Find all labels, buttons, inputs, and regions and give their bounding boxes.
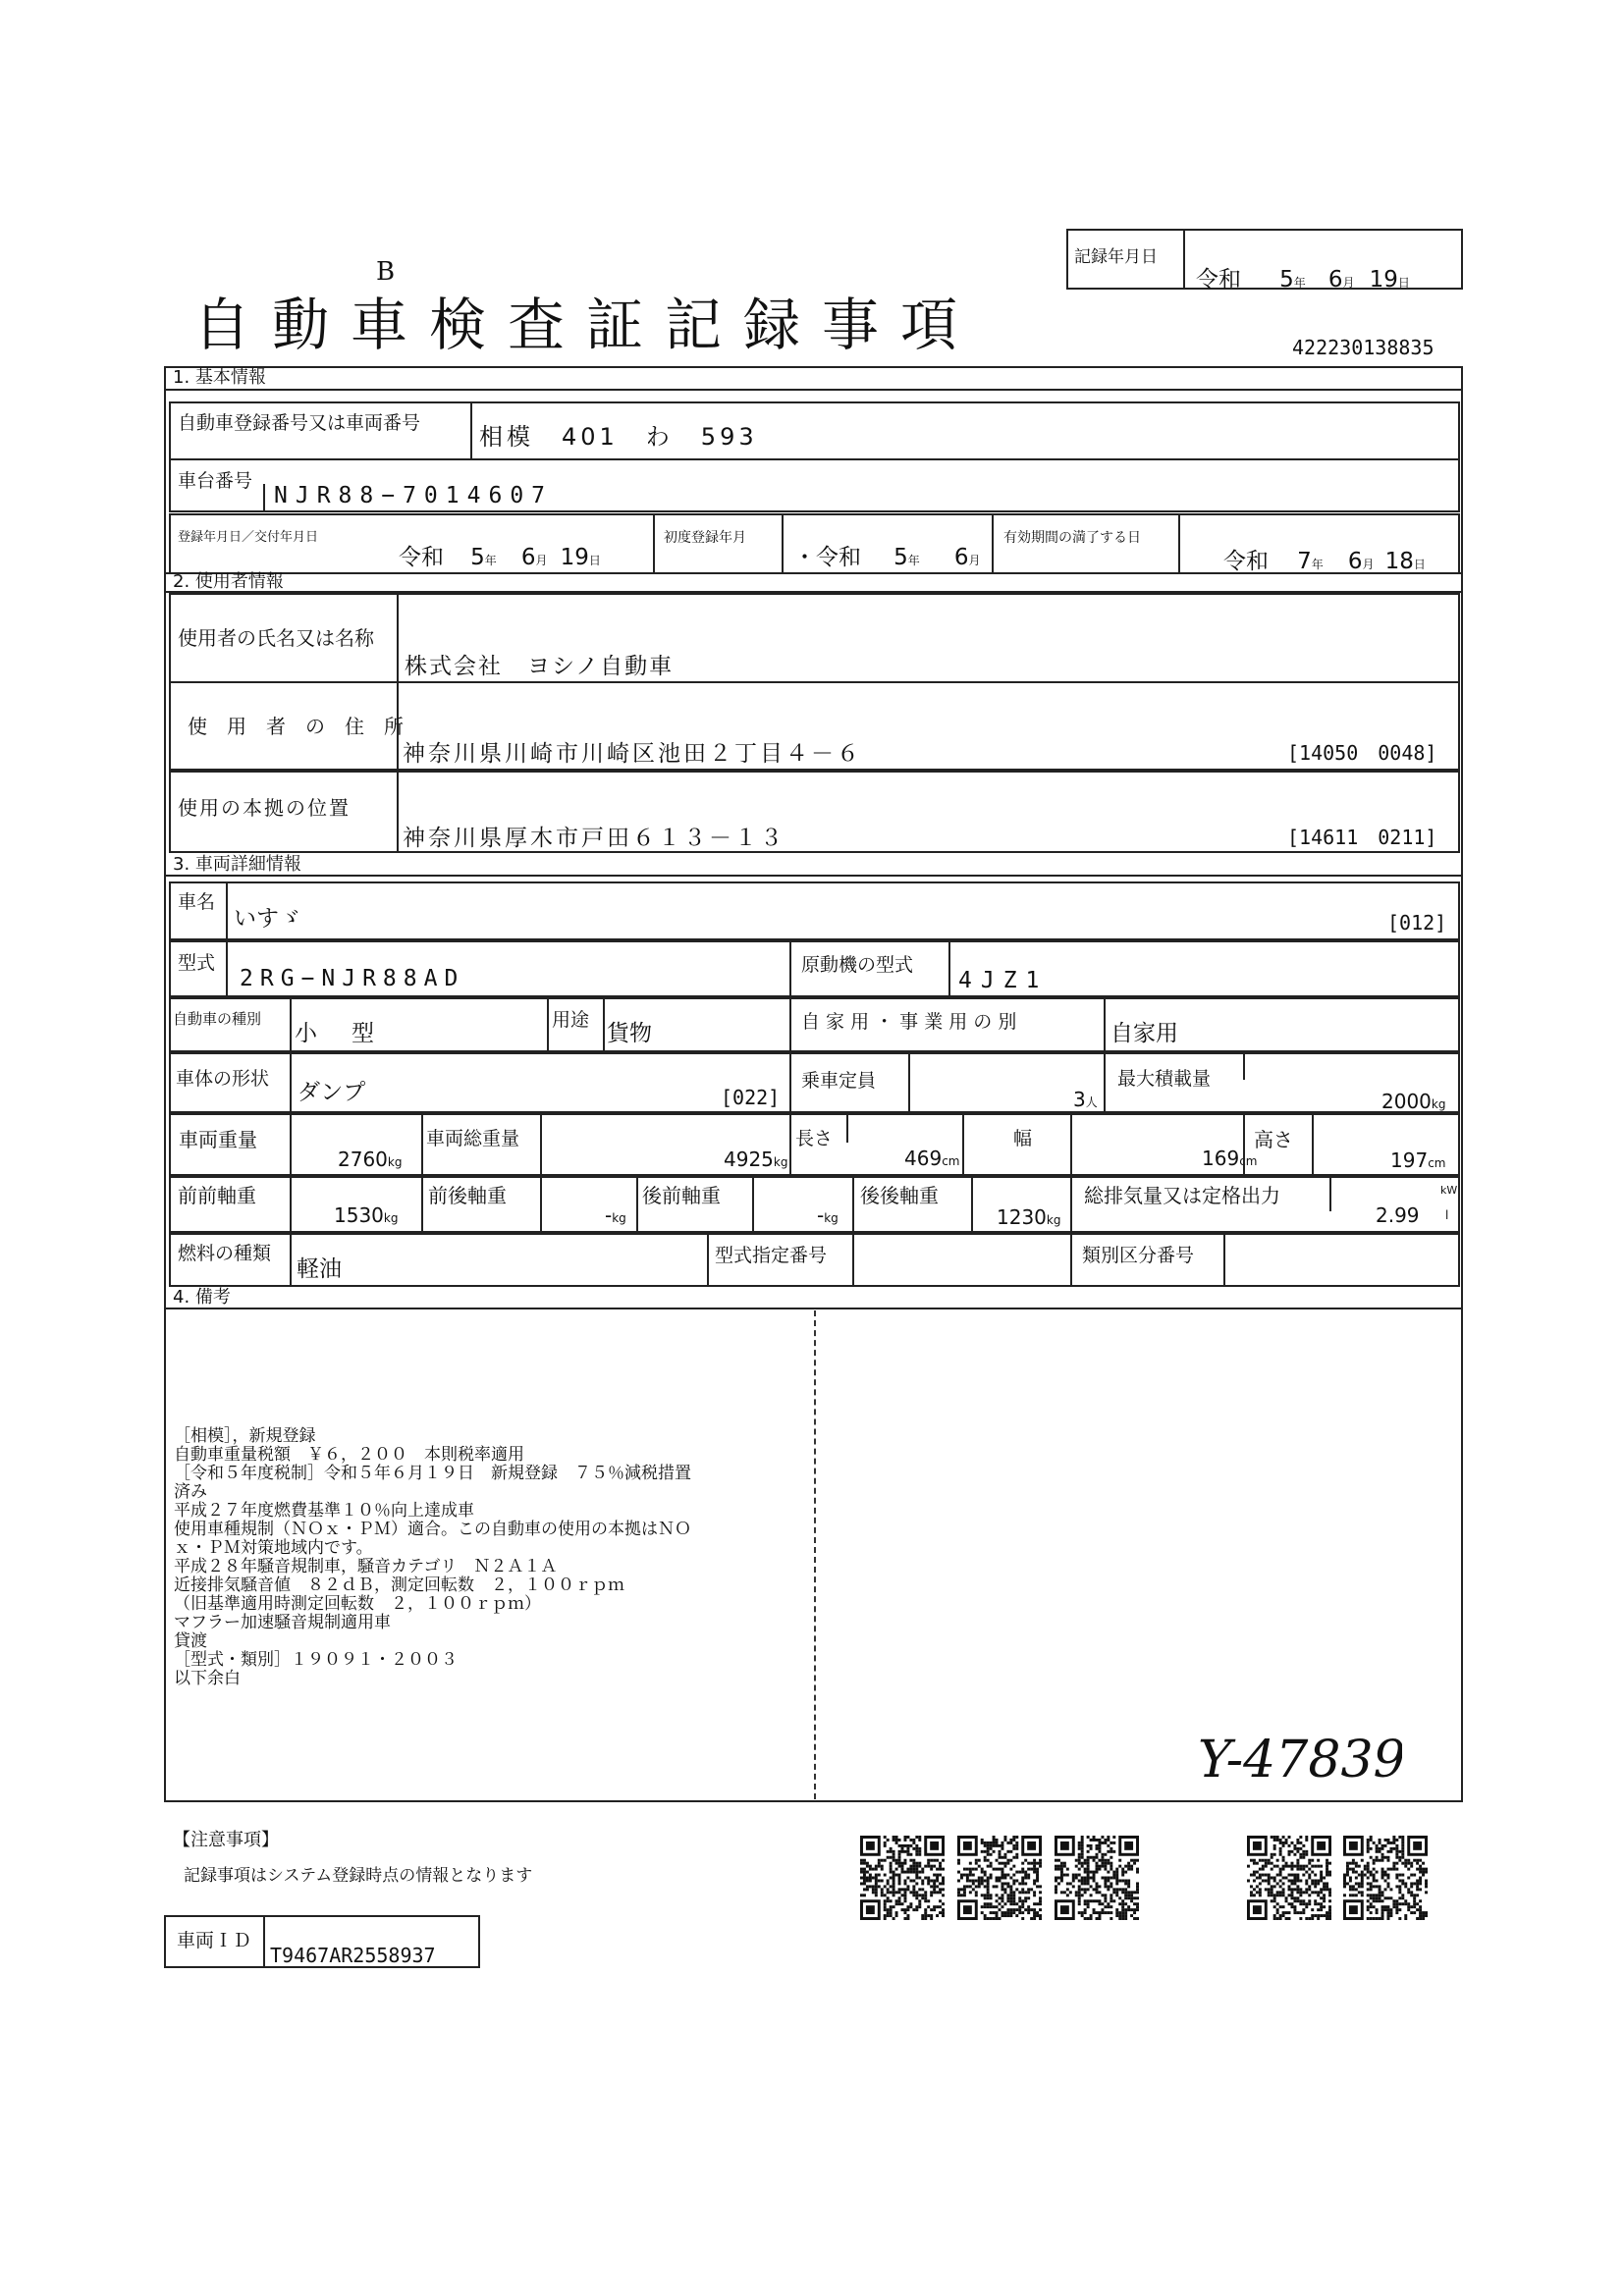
maker-value: いすゞ	[234, 906, 301, 932]
first-reg-label: 初度登録年月	[664, 530, 746, 546]
remarks-line: 貸渡	[174, 1631, 207, 1651]
weight-value: 2760kg	[338, 1148, 403, 1171]
use-value: 貨物	[607, 1021, 652, 1046]
kind-label: 自動車の種別	[173, 1010, 262, 1028]
remarks-line: マフラー加速騒音規制適用車	[174, 1613, 391, 1632]
capacity-value: 3人	[1073, 1088, 1098, 1111]
maxload-value: 2000kg	[1381, 1090, 1446, 1113]
form-mark: B	[376, 257, 396, 287]
height-label: 高さ	[1254, 1128, 1293, 1151]
remarks-line: ｘ・ＰＭ対策地域内です。	[174, 1538, 373, 1558]
ff-axle-value: 1530kg	[334, 1203, 399, 1227]
length-value: 469cm	[904, 1147, 960, 1170]
gross-weight-label: 車両総重量	[426, 1128, 520, 1149]
qr-code-icon	[1055, 1836, 1139, 1920]
expiry-value: 令和 7年 6月 18日	[1223, 549, 1426, 574]
notice-title: 【注意事項】	[173, 1830, 279, 1850]
class-number-label: 類別区分番号	[1082, 1245, 1195, 1266]
remarks-line: 平成２８年騒音規制車，騒音カテゴリ Ｎ２Ａ１Ａ	[174, 1557, 558, 1576]
displacement-unit-l: l	[1445, 1208, 1449, 1222]
model-label: 型式	[178, 952, 216, 974]
rf-axle-value: -kg	[817, 1203, 839, 1227]
qr-code-icon	[957, 1836, 1042, 1920]
section-user-title: 2. 使用者情報	[173, 571, 284, 592]
remarks-line: 以下余白	[174, 1669, 241, 1688]
remarks-line: ［型式・類別］１９０９１・２００３	[174, 1650, 458, 1670]
user-name-value: 株式会社 ヨシノ自動車	[405, 654, 675, 679]
use-label: 用途	[552, 1009, 590, 1031]
page-title: 自動車検査証記録事項	[193, 292, 980, 358]
purpose-label: 自 家 用 ・ 事 業 用 の 別	[801, 1011, 1017, 1033]
remarks-line: ［令和５年度税制］令和５年６月１９日 新規登録 ７５％減税措置	[174, 1464, 691, 1483]
remarks-line: 近接排気騒音値 ８２ｄＢ，測定回転数 ２，１００ｒｐｍ	[174, 1575, 624, 1595]
remarks-text	[174, 1427, 691, 1688]
remarks-line: 自動車重量税額 ￥６，２００ 本則税率適用	[174, 1445, 524, 1465]
fr-axle-label: 前後軸重	[428, 1184, 507, 1207]
displacement-label: 総排気量又は定格出力	[1084, 1184, 1280, 1207]
document-number: 422230138835	[1292, 336, 1435, 359]
maker-label: 車名	[178, 891, 216, 913]
registration-label: 自動車登録番号又は車両番号	[178, 412, 421, 434]
kind-value: 小 型	[295, 1021, 380, 1046]
gross-weight-value: 4925kg	[724, 1148, 788, 1171]
engine-label: 原動機の型式	[801, 954, 914, 976]
fuel-value: 軽油	[297, 1256, 342, 1282]
user-name-label: 使用者の氏名又は名称	[178, 626, 374, 650]
ff-axle-label: 前前軸重	[178, 1184, 256, 1207]
length-label: 長さ	[795, 1128, 834, 1149]
chassis-value: NJR88−7014607	[274, 483, 554, 508]
remarks-line: （旧基準適用時測定回転数 ２，１００ｒｐｍ）	[174, 1594, 541, 1614]
maxload-label: 最大積載量	[1117, 1068, 1212, 1090]
record-date-value: 令和 5年 6月 19日	[1196, 267, 1410, 293]
height-value: 197cm	[1390, 1148, 1446, 1172]
rr-axle-label: 後後軸重	[860, 1184, 939, 1207]
section-vehicle-title: 3. 車両詳細情報	[173, 854, 301, 875]
user-address-label: 使 用 者 の 住 所	[188, 715, 404, 738]
qr-code-icon	[860, 1836, 945, 1920]
remarks-line: 平成２７年度燃費基準１０％向上達成車	[174, 1501, 474, 1521]
body-value: ダンプ	[298, 1080, 366, 1105]
weight-label: 車両重量	[179, 1128, 257, 1151]
registration-value: 相模 401 わ 593	[479, 423, 758, 451]
displacement-unit-kw: kW	[1440, 1184, 1458, 1197]
section-basic-title: 1. 基本情報	[173, 367, 266, 388]
expiry-label: 有効期間の満了する日	[1003, 530, 1141, 546]
width-label: 幅	[1013, 1128, 1033, 1149]
rr-axle-value: 1230kg	[997, 1205, 1061, 1229]
fuel-label: 燃料の種類	[178, 1243, 272, 1264]
remarks-line: ［相模］，新規登録	[174, 1426, 316, 1446]
handwritten-text: Y-47839	[1198, 1731, 1402, 1789]
body-code: [022]	[721, 1086, 781, 1109]
model-value: 2RG−NJR88AD	[240, 966, 465, 991]
purpose-value: 自家用	[1110, 1021, 1178, 1046]
base-location-label: 使用の本拠の位置	[178, 796, 351, 820]
engine-value: 4JZ1	[958, 968, 1049, 993]
fr-axle-value: -kg	[605, 1203, 626, 1227]
remarks-divider	[814, 1310, 816, 1799]
record-date-label: 記録年月日	[1074, 247, 1158, 267]
section-remarks-title: 4. 備考	[173, 1287, 231, 1308]
width-value: 169cm	[1202, 1147, 1258, 1170]
vehicle-id-value: T9467AR2558937	[270, 1944, 436, 1967]
regdate-value: 令和 5年 6月 19日	[399, 545, 601, 570]
user-address-code: [14050 0048]	[1287, 741, 1437, 765]
chassis-label: 車台番号	[178, 470, 253, 492]
remarks-line: 済み	[174, 1482, 207, 1502]
qr-code-icon	[1343, 1836, 1428, 1920]
handwritten-number	[1194, 1716, 1402, 1794]
user-address-value: 神奈川県川崎市川崎区池田２丁目４－６	[403, 741, 862, 767]
capacity-label: 乗車定員	[801, 1070, 877, 1092]
base-location-code: [14611 0211]	[1287, 826, 1437, 849]
maker-row	[169, 881, 1460, 940]
first-reg-value: ・令和 5年 6月	[793, 545, 981, 570]
rf-axle-label: 後前軸重	[642, 1184, 721, 1207]
remarks-line: 使用車種規制（ＮＯｘ・ＰＭ）適合。この自動車の使用の本拠はＮＯ	[174, 1520, 691, 1539]
maker-code: [012]	[1387, 911, 1447, 934]
regdate-label: 登録年月日／交付年月日	[178, 530, 319, 545]
body-label: 車体の形状	[176, 1068, 270, 1090]
vehicle-id-label: 車両ＩＤ	[177, 1930, 252, 1951]
type-cert-label: 型式指定番号	[715, 1245, 828, 1266]
base-location-row	[169, 771, 1460, 853]
displacement-value: 2.99	[1376, 1203, 1420, 1227]
notice-text: 記録事項はシステム登録時点の情報となります	[184, 1866, 533, 1886]
qr-code-icon	[1247, 1836, 1331, 1920]
base-location-value: 神奈川県厚木市戸田６１３－１３	[403, 826, 785, 851]
